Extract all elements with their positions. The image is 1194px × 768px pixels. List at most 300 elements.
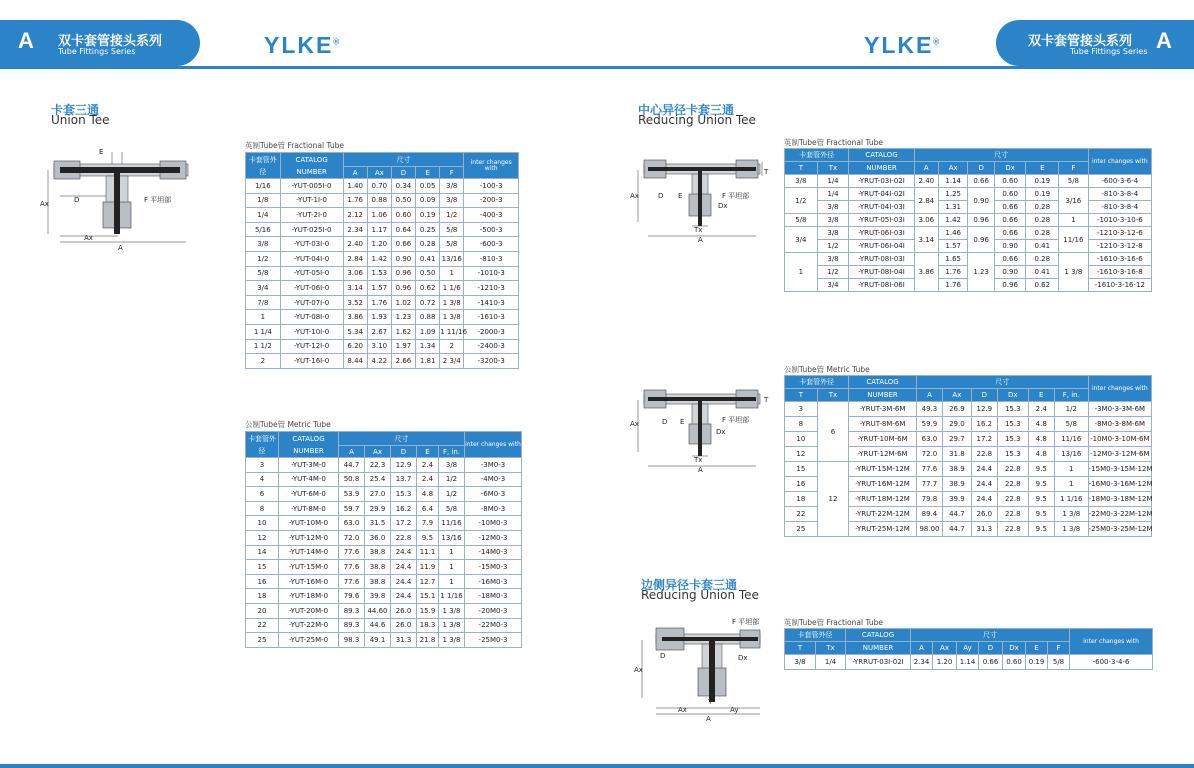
table-cell: 15.3 xyxy=(391,487,417,502)
col-e: E xyxy=(1026,162,1059,175)
table-cell: 24.4 xyxy=(391,574,417,589)
table-cell: 26.9 xyxy=(943,402,971,417)
col-f: F xyxy=(440,167,464,179)
table-cell: 1.76 xyxy=(367,295,391,310)
table-cell: 1/2 xyxy=(439,487,465,502)
union-tee-label-a: A xyxy=(118,244,123,252)
union-tee-label-ax: Ax xyxy=(84,234,93,242)
table-cell: 0.50 xyxy=(416,266,440,281)
table-cell: 24.4 xyxy=(971,492,997,507)
table-cell-d: 1.23 xyxy=(968,253,994,292)
side-reducing-tee-label-ay: Ay xyxy=(730,706,739,714)
reducing-tee-metric-label-a: A xyxy=(698,466,703,474)
col-ax: Ax xyxy=(943,389,971,402)
col-e: E xyxy=(416,167,440,179)
table-row xyxy=(785,655,1153,670)
footer-divider xyxy=(0,764,1194,768)
table-row xyxy=(246,222,519,237)
table-cell: 4 xyxy=(246,472,279,487)
right-brand-mark: ® xyxy=(933,37,940,47)
col-a: A xyxy=(914,162,938,175)
table-cell: 25.4 xyxy=(365,472,391,487)
table-cell: 26.0 xyxy=(971,507,997,522)
table-row xyxy=(246,501,522,516)
table-cell: 29.0 xyxy=(943,417,971,432)
table-cell: 0.09 xyxy=(416,193,440,208)
table-cell: 26.0 xyxy=(391,618,417,633)
table-cell-ax: 1.76 xyxy=(938,279,968,292)
table-cell: 22.8 xyxy=(997,522,1028,537)
table-cell: 2.4 xyxy=(417,472,439,487)
table-cell-f: 5/8 xyxy=(1059,175,1089,188)
table-cell-t: 12 xyxy=(785,447,818,462)
table-cell: -1010-3 xyxy=(464,266,519,281)
col-a: A xyxy=(916,389,942,402)
table-cell: 79.8 xyxy=(916,492,942,507)
table-cell: 31.3 xyxy=(971,522,997,537)
union-tee-drawing xyxy=(40,142,200,254)
table-cell: -22M0-3 xyxy=(465,618,522,633)
table-cell: -12M0-3-12M-6M xyxy=(1088,447,1151,462)
table-cell-catalog: -YRUT-03I-02I xyxy=(849,175,914,188)
table-cell-t: 18 xyxy=(785,492,818,507)
right-series-tab xyxy=(996,20,1194,66)
col-ay: Ay xyxy=(957,642,979,655)
side-reducing-tee-fractional-caption: 英制Tube管 Fractional Tube xyxy=(784,618,884,627)
table-cell: 0.70 xyxy=(367,179,391,194)
table-cell: 22.8 xyxy=(997,507,1028,522)
table-cell-interchange: -810-3-8-4 xyxy=(1088,188,1151,201)
table-cell: 0.60 xyxy=(391,208,415,223)
union-tee-metric-caption: 公制Tube管 Metric Tube xyxy=(245,420,331,429)
table-cell-catalog: -YRUT-04I-02I xyxy=(849,188,914,201)
table-cell: 44.60 xyxy=(365,603,391,618)
table-cell: -15M0-3 xyxy=(465,560,522,575)
table-row xyxy=(246,354,519,369)
table-cell: 1.02 xyxy=(391,295,415,310)
table-cell: -14M0-3 xyxy=(465,545,522,560)
table-cell: -16M0-3 xyxy=(465,574,522,589)
table-cell-f: 11/16 xyxy=(1059,227,1089,253)
table-cell-t: 5/8 xyxy=(785,214,818,227)
col-d: D xyxy=(971,389,997,402)
table-cell: 9.5 xyxy=(1028,522,1054,537)
table-cell: -YRUT-10M-6M xyxy=(849,432,916,447)
table-cell: 77.6 xyxy=(339,560,365,575)
table-cell: -YUT-14M-0 xyxy=(279,545,339,560)
union-tee-label-f: F 平坦部 xyxy=(144,196,172,204)
table-cell: -2000-3 xyxy=(464,324,519,339)
table-cell: 63.0 xyxy=(339,516,365,531)
side-reducing-tee-label-t: T xyxy=(708,698,713,706)
table-cell: 49.3 xyxy=(916,402,942,417)
table-cell-catalog: -YRUT-05I-03I xyxy=(849,214,914,227)
table-cell-interchange: -1610-3-16-12 xyxy=(1088,279,1151,292)
table-cell: -YUT-25M-0 xyxy=(279,633,339,648)
table-cell-ax: 1.25 xyxy=(938,188,968,201)
table-cell: -YUT-12M-0 xyxy=(279,530,339,545)
table-cell: 4.8 xyxy=(1028,432,1054,447)
table-row xyxy=(246,179,519,194)
table-cell: 2.67 xyxy=(367,324,391,339)
table-cell: 5/16 xyxy=(246,222,281,237)
union-tee-title-en: Union Tee xyxy=(51,113,110,127)
table-cell-e: 0.28 xyxy=(1026,214,1059,227)
table-cell-catalog: -YRUT-04I-03I xyxy=(849,201,914,214)
table-cell: 24.4 xyxy=(391,589,417,604)
reducing-tee-label-tx: Tx xyxy=(694,226,703,234)
col-od: 卡套管外径 xyxy=(785,376,849,389)
col-number: NUMBER xyxy=(846,642,911,655)
col-interchanges: inter changes with xyxy=(1088,376,1151,402)
table-cell-tx: 1/4 xyxy=(817,188,849,201)
table-cell: 15.1 xyxy=(417,589,439,604)
col-interchanges: inter changes with xyxy=(464,153,519,179)
col-dimensions: 尺寸 xyxy=(911,629,1070,642)
table-cell: 1.62 xyxy=(391,324,415,339)
table-cell: 6.4 xyxy=(417,501,439,516)
table-cell: 1 1/16 xyxy=(1054,492,1088,507)
table-cell: 0.96 xyxy=(391,281,415,296)
table-cell: 5/8 xyxy=(246,266,281,281)
table-cell: 15.3 xyxy=(997,417,1028,432)
col-ax: Ax xyxy=(367,167,391,179)
table-cell: 31.8 xyxy=(943,447,971,462)
table-cell: 1/4 xyxy=(246,208,281,223)
table-cell-ax: 1.46 xyxy=(938,227,968,240)
table-cell: 1 xyxy=(440,266,464,281)
table-row xyxy=(246,574,522,589)
table-cell: 22.8 xyxy=(997,492,1028,507)
table-cell-e: 0.19 xyxy=(1026,175,1059,188)
side-reducing-tee-fractional-table xyxy=(784,628,1153,670)
reducing-tee-fractional-table xyxy=(784,148,1152,292)
union-tee-fractional-table xyxy=(245,152,519,369)
table-cell: -3M0-3 xyxy=(465,458,522,473)
table-cell: 10 xyxy=(246,516,279,531)
table-cell: 2.4 xyxy=(417,458,439,473)
table-cell: 26.0 xyxy=(391,603,417,618)
col-number: NUMBER xyxy=(849,162,914,175)
table-cell-e: 0.28 xyxy=(1026,227,1059,240)
table-cell: -1610-3 xyxy=(464,310,519,325)
table-row xyxy=(785,188,1152,201)
side-reducing-tee-label-a: A xyxy=(706,715,711,723)
table-cell: 16 xyxy=(246,574,279,589)
table-cell: 38.8 xyxy=(365,560,391,575)
reducing-tee-metric-drawing xyxy=(628,382,770,472)
table-cell: -16M0-3-16M-12M xyxy=(1088,477,1151,492)
col-od: 卡套管外径 xyxy=(785,149,849,162)
table-cell-t: 15 xyxy=(785,462,818,477)
table-cell: 77.6 xyxy=(916,462,942,477)
table-cell: 1 1/16 xyxy=(439,589,465,604)
side-reducing-tee-drawing xyxy=(632,614,772,722)
table-cell: 1/16 xyxy=(246,179,281,194)
table-cell-catalog: -YRUT-08I-04I xyxy=(849,266,914,279)
table-cell: -YUT-10I-0 xyxy=(280,324,343,339)
table-cell: 8.44 xyxy=(343,354,367,369)
table-cell: 21.8 xyxy=(417,633,439,648)
table-cell-t: 22 xyxy=(785,507,818,522)
table-cell: 4.22 xyxy=(367,354,391,369)
table-cell: 9.5 xyxy=(1028,462,1054,477)
col-ax: Ax xyxy=(933,642,957,655)
table-row xyxy=(246,193,519,208)
table-cell: 1.53 xyxy=(367,266,391,281)
col-catalog: CATALOG xyxy=(849,376,916,389)
table-cell-t: 25 xyxy=(785,522,818,537)
col-tx: Tx xyxy=(817,162,849,175)
table-cell: 1 3/8 xyxy=(439,603,465,618)
union-tee-fractional-caption: 英制Tube管 Fractional Tube xyxy=(245,141,345,150)
table-cell: 1 1/4 xyxy=(246,324,281,339)
table-cell: -YUT-005I-0 xyxy=(280,179,343,194)
table-cell-interchange: -600-3-6-4 xyxy=(1088,175,1151,188)
table-cell: 2.84 xyxy=(343,251,367,266)
table-cell-catalog: -YRUT-06I-04I xyxy=(849,240,914,253)
table-cell: -YUT-3M-0 xyxy=(279,458,339,473)
table-cell-tx: 3/8 xyxy=(817,214,849,227)
table-cell: 3.14 xyxy=(343,281,367,296)
table-cell-dx: 0.66 xyxy=(994,227,1026,240)
table-cell: 1 1/2 xyxy=(246,339,281,354)
table-cell-tx: 1/4 xyxy=(817,175,849,188)
table-cell: 59.7 xyxy=(339,501,365,516)
table-cell-t: 3 xyxy=(785,402,818,417)
table-cell-ax: 1.14 xyxy=(938,175,968,188)
table-cell: 15.3 xyxy=(997,432,1028,447)
table-cell-catalog: -YRUT-08I-03I xyxy=(849,253,914,266)
table-cell-dx: 0.66 xyxy=(994,201,1026,214)
table-cell: 29.9 xyxy=(365,501,391,516)
col-ax: Ax xyxy=(938,162,968,175)
table-cell: 0.62 xyxy=(416,281,440,296)
table-cell-t: 1/2 xyxy=(785,188,818,214)
table-cell: 1.81 xyxy=(416,354,440,369)
union-tee-label-e: E xyxy=(99,148,104,156)
table-cell: 4.8 xyxy=(417,487,439,502)
reducing-tee-metric-caption: 公制Tube管 Metric Tube xyxy=(784,365,870,374)
table-cell-dx: 0.66 xyxy=(994,214,1026,227)
table-row xyxy=(246,310,519,325)
table-cell: 9.5 xyxy=(1028,492,1054,507)
col-e: E xyxy=(1028,389,1054,402)
table-cell-interchange: -1610-3-16-8 xyxy=(1088,266,1151,279)
table-cell: 11.9 xyxy=(417,560,439,575)
table-cell: 12.9 xyxy=(971,402,997,417)
left-series-subtitle: Tube Fittings Series xyxy=(58,47,136,56)
table-cell-t: 16 xyxy=(785,477,818,492)
union-tee-body xyxy=(54,152,188,234)
table-cell: 50.8 xyxy=(339,472,365,487)
table-cell-e: 0.62 xyxy=(1026,279,1059,292)
table-cell: 12.9 xyxy=(391,458,417,473)
table-cell: 11.1 xyxy=(417,545,439,560)
table-cell: 15.9 xyxy=(417,603,439,618)
table-cell: -2400-3 xyxy=(464,339,519,354)
table-cell: 24.4 xyxy=(391,560,417,575)
col-dimensions: 尺寸 xyxy=(339,432,465,446)
table-cell: 27.0 xyxy=(365,487,391,502)
table-cell: 29.7 xyxy=(943,432,971,447)
table-cell: -YUT-18M-0 xyxy=(279,589,339,604)
table-cell: 0.50 xyxy=(391,193,415,208)
table-cell: 2.66 xyxy=(391,354,415,369)
table-cell: 5/8 xyxy=(440,222,464,237)
reducing-tee-label-f: F 平坦部 xyxy=(722,192,750,200)
table-row xyxy=(246,560,522,575)
table-cell: 13/16 xyxy=(440,251,464,266)
right-series-subtitle: Tube Fittings Series xyxy=(1070,47,1148,56)
table-cell-a: 3.86 xyxy=(914,253,938,292)
table-cell: 15 xyxy=(246,560,279,575)
table-cell: 1/2 xyxy=(246,251,281,266)
table-cell: 1/2 xyxy=(440,208,464,223)
table-cell: 1/2 xyxy=(1054,402,1088,417)
col-t: T xyxy=(785,642,816,655)
table-row xyxy=(246,516,522,531)
col-dimensions: 尺寸 xyxy=(916,376,1088,389)
table-cell: -YRUT-8M-6M xyxy=(849,417,916,432)
table-cell: -YUT-06I-0 xyxy=(280,281,343,296)
reducing-tee-metric-label-ax: Ax xyxy=(630,420,639,428)
table-cell: -YRUT-15M-12M xyxy=(849,462,916,477)
table-cell: 22.3 xyxy=(365,458,391,473)
table-cell: 38.9 xyxy=(943,477,971,492)
table-cell-tx: 3/8 xyxy=(817,201,849,214)
table-cell: 89.4 xyxy=(916,507,942,522)
reducing-tee-label-e: E xyxy=(678,192,683,200)
table-cell: 11/16 xyxy=(1054,432,1088,447)
table-cell: 3.06 xyxy=(343,266,367,281)
table-cell-t: 8 xyxy=(785,417,818,432)
table-cell: -YUT-05I-0 xyxy=(280,266,343,281)
table-row xyxy=(785,227,1152,240)
table-cell: 11/16 xyxy=(439,516,465,531)
table-cell: 12.7 xyxy=(417,574,439,589)
table-row xyxy=(246,618,522,633)
reducing-tee-label-t: T xyxy=(764,168,769,176)
col-e: E xyxy=(417,446,439,458)
table-cell-d: 0.90 xyxy=(968,188,994,214)
table-cell: -3M0-3-3M-6M xyxy=(1088,402,1151,417)
table-cell: 16.2 xyxy=(971,417,997,432)
table-cell: 13/16 xyxy=(1054,447,1088,462)
table-cell-ax: 1.65 xyxy=(938,253,968,266)
table-cell: 77.6 xyxy=(339,574,365,589)
table-cell: 2.34 xyxy=(911,655,933,670)
table-cell: 36.0 xyxy=(365,530,391,545)
table-cell: -YUT-22M-0 xyxy=(279,618,339,633)
table-cell: 3.10 xyxy=(367,339,391,354)
col-catalog: CATALOG NUMBER xyxy=(280,153,343,179)
col-ax: Ax xyxy=(365,446,391,458)
table-cell: 7/8 xyxy=(246,295,281,310)
table-cell: 1 1/6 xyxy=(440,281,464,296)
table-cell-interchange: -810-3-8-4 xyxy=(1088,201,1151,214)
col-dx: Dx xyxy=(1003,642,1026,655)
right-section-letter: A xyxy=(1156,28,1172,53)
table-cell: 8 xyxy=(246,501,279,516)
table-cell-tx: 1/2 xyxy=(817,266,849,279)
reducing-tee-metric-label-tx: Tx xyxy=(694,456,703,464)
col-interchanges: inter changes with xyxy=(1088,149,1151,175)
table-row xyxy=(785,214,1152,227)
table-cell: 9.5 xyxy=(417,530,439,545)
table-cell: 1/2 xyxy=(439,472,465,487)
table-cell: 5.34 xyxy=(343,324,367,339)
table-cell-dx: 0.96 xyxy=(994,279,1026,292)
table-cell: 4.8 xyxy=(1028,447,1054,462)
table-cell: 31.5 xyxy=(365,516,391,531)
table-row xyxy=(246,339,519,354)
table-cell-ax: 1.57 xyxy=(938,240,968,253)
table-cell: 1.42 xyxy=(367,251,391,266)
table-cell: 1.57 xyxy=(367,281,391,296)
reducing-tee-metric-label-e: E xyxy=(680,418,685,426)
table-cell: -20M0-3 xyxy=(465,603,522,618)
table-cell-tx: 3/8 xyxy=(817,227,849,240)
left-brand-text: YLKE xyxy=(264,32,334,58)
table-row xyxy=(246,487,522,502)
table-row xyxy=(785,462,1152,477)
table-cell: 13/16 xyxy=(439,530,465,545)
col-dimensions: 尺寸 xyxy=(914,149,1088,162)
reducing-tee-metric-label-dx: Dx xyxy=(716,428,726,436)
table-row xyxy=(246,208,519,223)
table-cell: -600-3 xyxy=(464,237,519,252)
table-cell: 2.12 xyxy=(343,208,367,223)
table-cell: 25 xyxy=(246,633,279,648)
table-cell: 1 3/8 xyxy=(439,633,465,648)
table-cell-e: 0.41 xyxy=(1026,266,1059,279)
col-d: D xyxy=(391,167,415,179)
union-tee-label-d: D xyxy=(74,196,80,204)
table-cell-dx: 0.90 xyxy=(994,266,1026,279)
col-od: 卡套管外径 xyxy=(246,432,279,458)
table-cell-catalog: -YRUT-08I-06I xyxy=(849,279,914,292)
table-cell: 2 3/4 xyxy=(440,354,464,369)
table-cell: -YRUT-25M-12M xyxy=(849,522,916,537)
table-cell: 89.3 xyxy=(339,603,365,618)
side-reducing-tee-body xyxy=(656,628,760,702)
table-cell: 22.8 xyxy=(997,477,1028,492)
table-cell: 0.19 xyxy=(1026,655,1048,670)
table-cell: 1 xyxy=(1054,462,1088,477)
table-cell: 1.76 xyxy=(343,193,367,208)
table-cell: 22 xyxy=(246,618,279,633)
table-cell: 5/8 xyxy=(439,501,465,516)
table-cell: -200-3 xyxy=(464,193,519,208)
reducing-tee-label-a: A xyxy=(698,236,703,244)
table-cell: 1 11/16 xyxy=(440,324,464,339)
table-cell: 24.4 xyxy=(971,462,997,477)
table-cell: 44.7 xyxy=(943,507,971,522)
table-cell: 1 xyxy=(1054,477,1088,492)
table-cell: 15.3 xyxy=(997,402,1028,417)
table-cell: -YRUT-12M-6M xyxy=(849,447,916,462)
col-f: F, in. xyxy=(1054,389,1088,402)
table-cell: -12M0-3 xyxy=(465,530,522,545)
side-reducing-tee-title-cn: 边侧异径卡套三通 xyxy=(641,578,738,592)
table-row xyxy=(246,324,519,339)
table-row xyxy=(246,472,522,487)
table-cell: -22M0-3-22M-12M xyxy=(1088,507,1151,522)
table-cell: -YRUT-16M-12M xyxy=(849,477,916,492)
side-reducing-tee-label-ax-vertical: Ax xyxy=(634,666,643,674)
side-reducing-tee-label-ax: Ax xyxy=(678,706,687,714)
